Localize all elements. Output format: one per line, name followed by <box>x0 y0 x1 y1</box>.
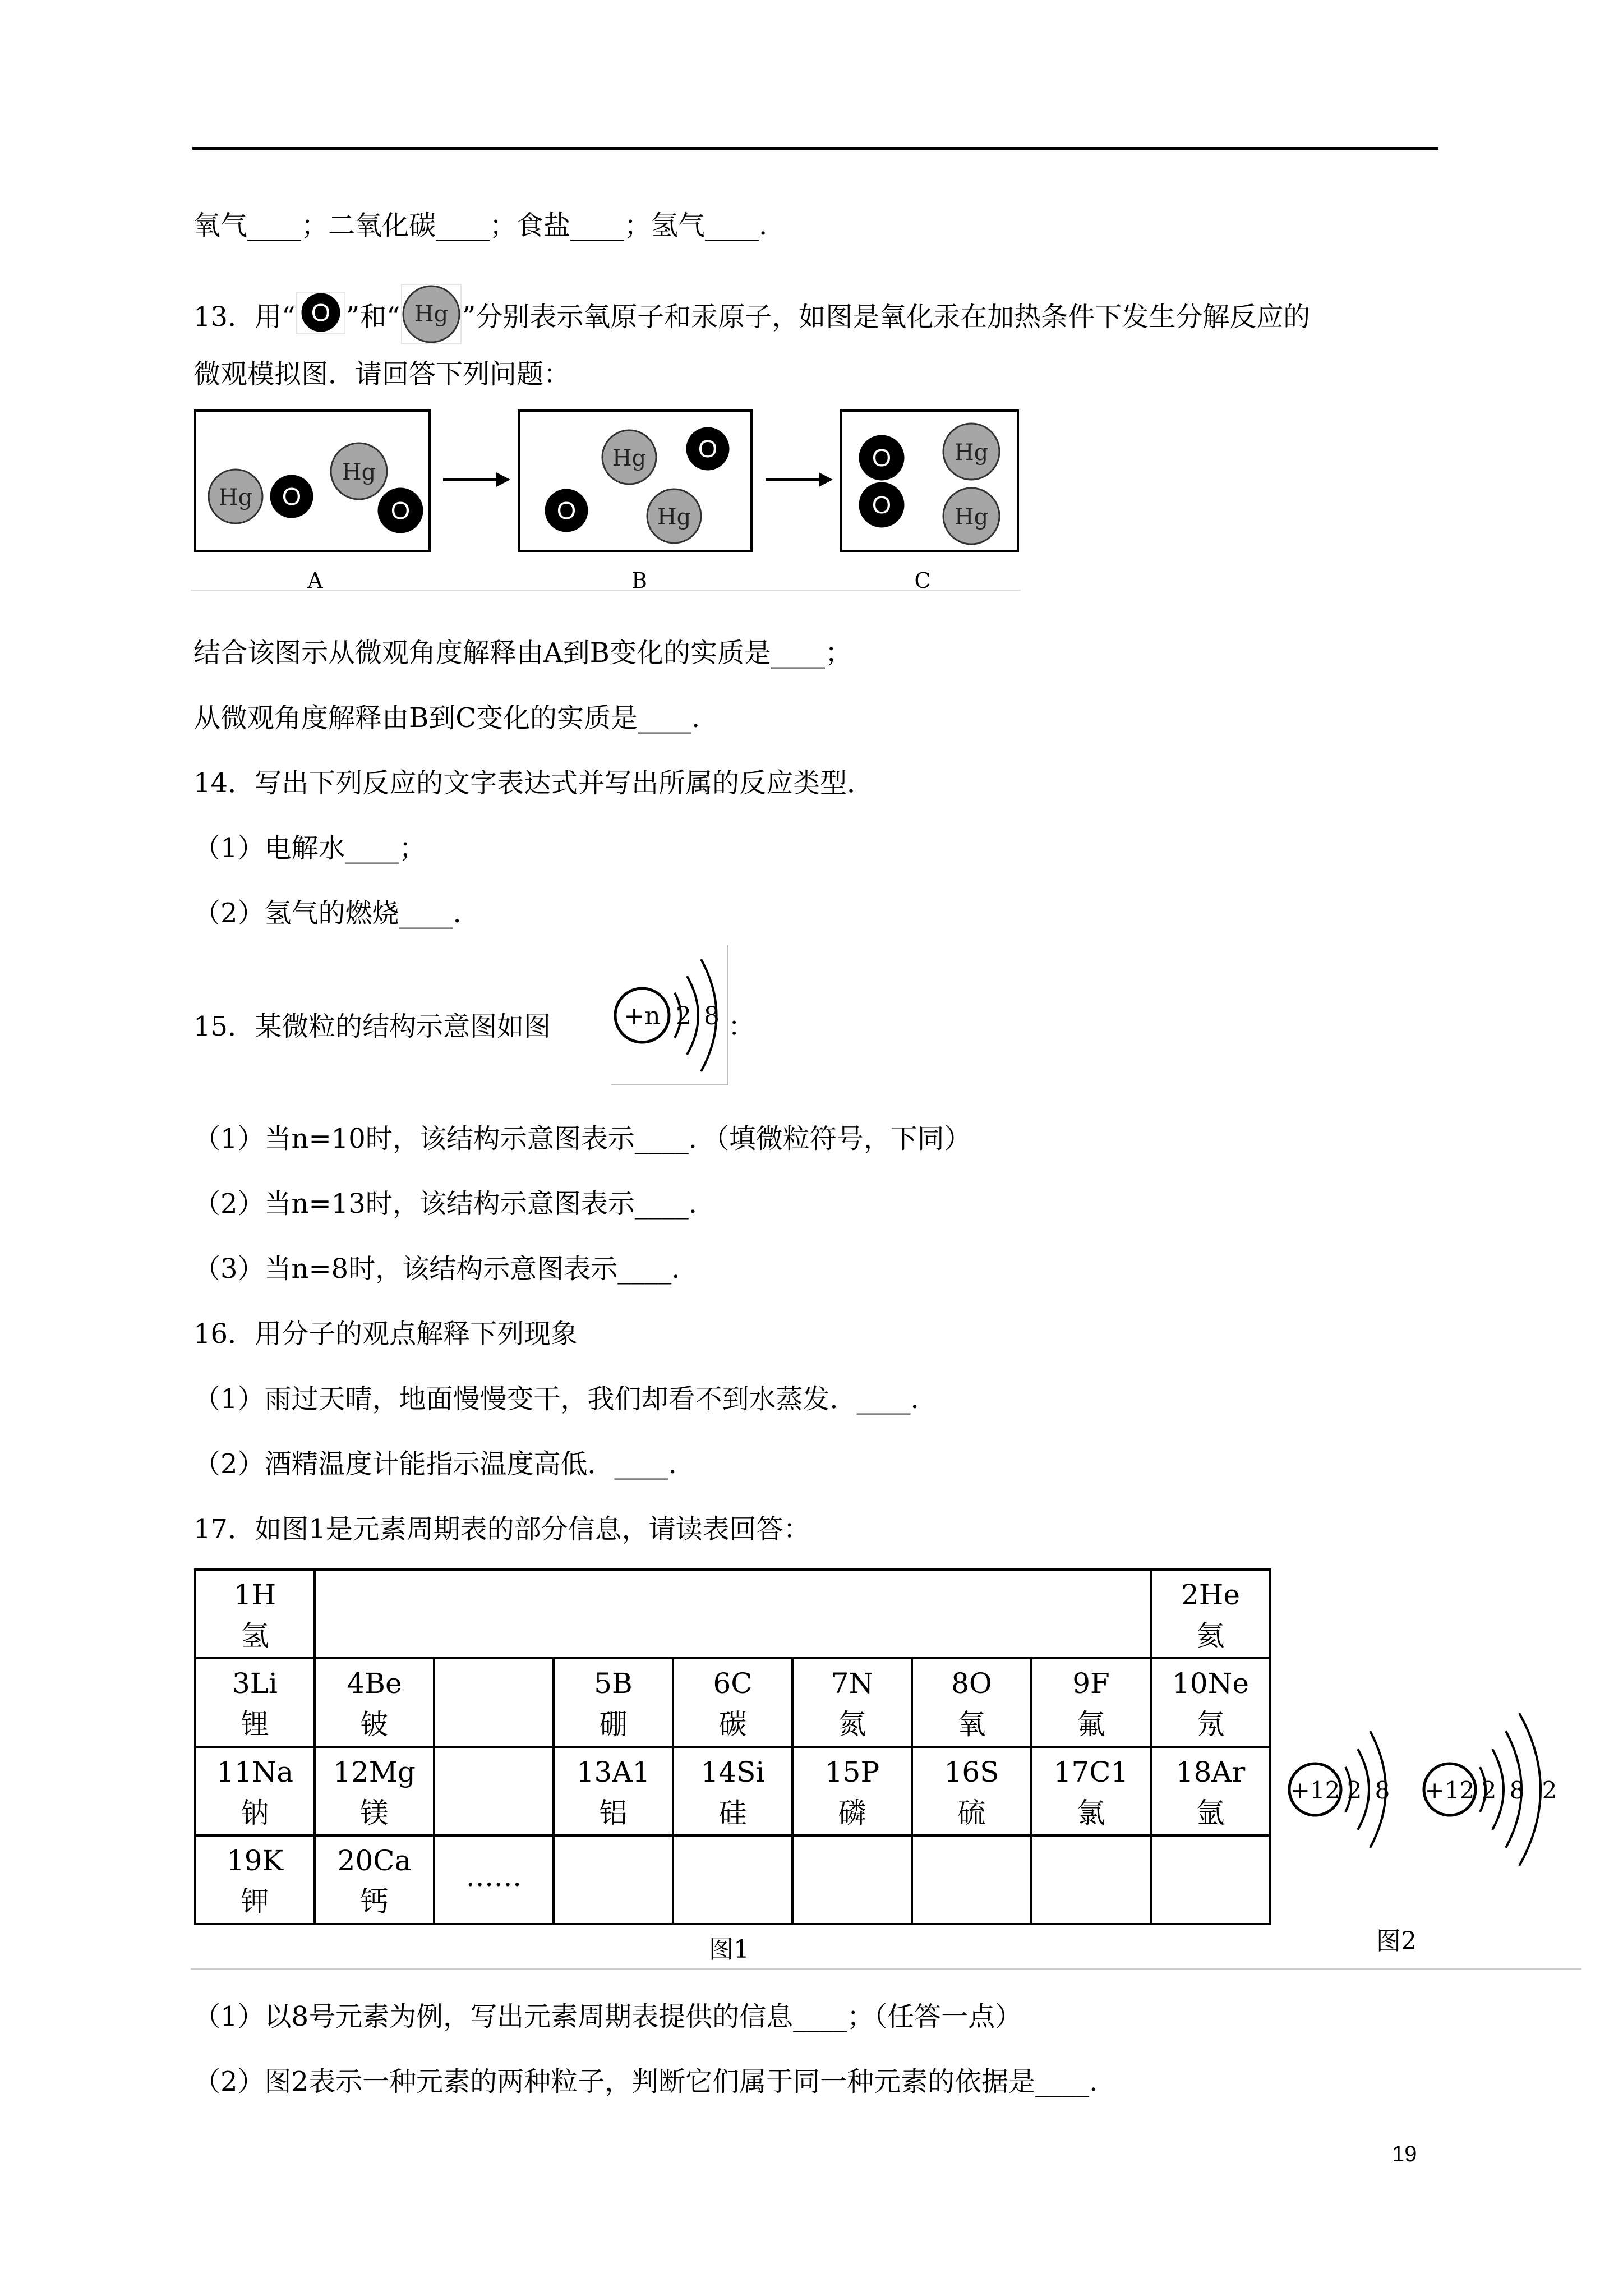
fig2-atom-2-shell-1: 2 <box>1481 1777 1497 1804</box>
element-cell <box>315 1835 434 1924</box>
element-symbol: 13A1 <box>576 1756 651 1788</box>
element-cell <box>1031 1835 1151 1924</box>
element-symbol: 8O <box>951 1667 992 1700</box>
fig2-atom-2-shell-2: 8 <box>1509 1777 1525 1804</box>
element-name: 锂 <box>241 1708 269 1741</box>
reaction-diagram <box>191 404 1021 595</box>
q13-answer-2: 从微观角度解释由B到C变化的实质是____. <box>193 702 700 734</box>
svg-text:O: O <box>872 444 892 472</box>
element-cell <box>554 1658 673 1747</box>
element-cell <box>673 1747 792 1835</box>
arrow-b-to-c <box>766 472 833 487</box>
element-name: 钙 <box>360 1885 389 1918</box>
element-cell <box>315 1658 434 1747</box>
element-cell <box>434 1658 554 1747</box>
element-cell <box>434 1747 554 1835</box>
element-cell <box>912 1835 1031 1924</box>
svg-text:Hg: Hg <box>954 440 989 466</box>
q16-stem: 16．用分子的观点解释下列现象 <box>193 1318 578 1350</box>
q15-colon: ： <box>728 1011 755 1042</box>
element-symbol: 18Ar <box>1175 1756 1246 1788</box>
element-cell <box>195 1570 315 1658</box>
mercury-atom-icon <box>400 283 462 345</box>
element-symbol: 7N <box>831 1667 874 1700</box>
element-cell <box>195 1835 315 1924</box>
element-name: 镁 <box>360 1797 389 1829</box>
element-name: 氮 <box>838 1708 866 1741</box>
svg-text:Hg: Hg <box>657 504 691 530</box>
element-name: 硫 <box>957 1797 986 1829</box>
element-name: 氧 <box>957 1708 986 1741</box>
element-symbol: 9F <box>1072 1667 1110 1700</box>
svg-text:O: O <box>556 497 577 524</box>
element-name: 氯 <box>1077 1797 1105 1829</box>
element-cell <box>912 1747 1031 1835</box>
element-name: 氦 <box>1196 1619 1225 1652</box>
element-symbol: 5B <box>594 1667 633 1700</box>
element-name: 氖 <box>1196 1708 1225 1741</box>
svg-text:Hg: Hg <box>612 445 647 471</box>
element-symbol: 4Be <box>347 1667 402 1700</box>
element-cell <box>912 1658 1031 1747</box>
element-symbol: 20Ca <box>337 1844 412 1877</box>
element-cell <box>315 1747 434 1835</box>
element-cell <box>1031 1658 1151 1747</box>
element-symbol: 11Na <box>216 1756 294 1788</box>
arrow-a-to-b <box>443 472 510 487</box>
fig2-atom-1-shell-1: 2 <box>1347 1777 1362 1804</box>
element-symbol: 6C <box>713 1667 753 1700</box>
q17-item-1: （1）以8号元素为例，写出元素周期表提供的信息____；（任答一点） <box>193 2001 1022 2032</box>
q15-item-2: （2）当n=13时，该结构示意图表示____. <box>193 1188 698 1220</box>
header-rule <box>192 147 1438 150</box>
q16-item-1: （1）雨过天晴，地面慢慢变干，我们却看不到水蒸发．____. <box>193 1383 919 1415</box>
element-name: 硼 <box>599 1708 628 1741</box>
q15-item-1: （1）当n=10时，该结构示意图表示____．（填微粒符号，下同） <box>193 1123 971 1154</box>
element-symbol: 16S <box>944 1756 999 1788</box>
svg-text:Hg: Hg <box>954 504 989 530</box>
q17-stem: 17．如图1是元素周期表的部分信息，请读表回答： <box>193 1513 810 1545</box>
element-cell <box>1151 1658 1270 1747</box>
element-symbol: 14Si <box>700 1756 765 1788</box>
q17-item-2: （2）图2表示一种元素的两种粒子，判断它们属于同一种元素的依据是____. <box>193 2066 1098 2097</box>
element-name: 钠 <box>241 1797 269 1829</box>
element-symbol: 2He <box>1181 1579 1241 1611</box>
atom-structure-diagram <box>608 942 743 1088</box>
element-cell <box>434 1835 554 1924</box>
page-number: 19 <box>1392 2142 1417 2166</box>
panel-b-label: B <box>631 568 647 593</box>
shell-2-electrons: 8 <box>704 1002 720 1030</box>
element-cell <box>792 1747 912 1835</box>
q15-item-3: （3）当n=8时，该结构示意图表示____. <box>193 1253 680 1285</box>
svg-text:Hg: Hg <box>218 485 253 510</box>
svg-text:O: O <box>698 435 718 463</box>
element-name: 铝 <box>599 1797 628 1829</box>
element-name: 氢 <box>241 1619 269 1652</box>
fig2-atom-1-nucleus: +12 <box>1290 1777 1340 1804</box>
panel-c-label: C <box>914 568 931 593</box>
element-cell <box>1151 1747 1270 1835</box>
element-name: 铍 <box>360 1708 389 1741</box>
element-name: 氩 <box>1196 1797 1225 1829</box>
q13-stem: 13．用“ O ”和“ Hg ”分别表示氧原子和汞原子，如图是氧化汞在加热条件下发生分解反应的 <box>193 283 1310 345</box>
oxygen-atom-icon <box>296 291 346 336</box>
element-cell <box>673 1658 792 1747</box>
svg-text:O: O <box>872 491 892 519</box>
oxygen-atom-label: O <box>311 299 330 326</box>
element-symbol: 19K <box>227 1844 283 1877</box>
element-cell <box>1151 1835 1270 1924</box>
element-cell <box>1031 1747 1151 1835</box>
element-name: 硅 <box>718 1797 747 1829</box>
element-symbol: 17C1 <box>1053 1756 1129 1788</box>
element-cell <box>792 1658 912 1747</box>
fig2-ion-diagrams <box>1281 1705 1584 1874</box>
q14-item-1: （1）电解水____； <box>193 832 426 864</box>
element-symbol: …… <box>465 1860 522 1893</box>
element-cell <box>195 1658 315 1747</box>
fig2-atom-1 <box>1289 1731 1390 1848</box>
element-symbol: 3Li <box>232 1667 278 1700</box>
element-symbol: 15P <box>824 1756 880 1788</box>
fig2-atom-2-shell-3: 2 <box>1542 1777 1557 1804</box>
fig2-label: 图2 <box>1376 1927 1417 1955</box>
element-cell <box>554 1747 673 1835</box>
element-cell <box>792 1835 912 1924</box>
element-cell <box>554 1835 673 1924</box>
svg-text:Hg: Hg <box>342 459 376 485</box>
element-name: 碳 <box>718 1708 747 1741</box>
element-symbol: 1H <box>233 1579 276 1611</box>
element-name: 钾 <box>241 1885 269 1918</box>
panel-a-label: A <box>307 568 323 593</box>
fig2-atom-2-nucleus: +12 <box>1424 1777 1475 1804</box>
q13-stem-line2: 微观模拟图．请回答下列问题： <box>193 358 571 390</box>
nucleus-charge: +n <box>624 1002 661 1030</box>
fig2-atom-2 <box>1424 1713 1557 1866</box>
element-name: 氟 <box>1077 1708 1105 1741</box>
q13-answer-1: 结合该图示从微观角度解释由A到B变化的实质是____； <box>193 637 852 669</box>
q14-stem: 14．写出下列反应的文字表达式并写出所属的反应类型． <box>193 767 874 799</box>
q14-item-2: （2）氢气的燃烧____. <box>193 898 462 929</box>
fig2-atom-1-shell-2: 8 <box>1375 1777 1390 1804</box>
element-cell <box>673 1835 792 1924</box>
element-cell <box>195 1747 315 1835</box>
svg-text:O: O <box>390 497 411 524</box>
svg-text:O: O <box>282 483 302 510</box>
shell-1-electrons: 2 <box>676 1002 691 1030</box>
q12-answer-line: 氧气____；二氧化碳____；食盐____；氢气____. <box>193 210 768 241</box>
mercury-atom-label: Hg <box>414 301 448 327</box>
element-name: 磷 <box>838 1797 866 1829</box>
element-symbol: 10Ne <box>1172 1667 1249 1700</box>
element-cell <box>1151 1570 1270 1658</box>
q15-stem: 15．某微粒的结构示意图如图 <box>193 1011 551 1042</box>
fig1-label: 图1 <box>709 1935 749 1964</box>
q16-item-2: （2）酒精温度计能指示温度高低．____. <box>193 1448 677 1480</box>
element-symbol: 12Mg <box>333 1756 416 1788</box>
